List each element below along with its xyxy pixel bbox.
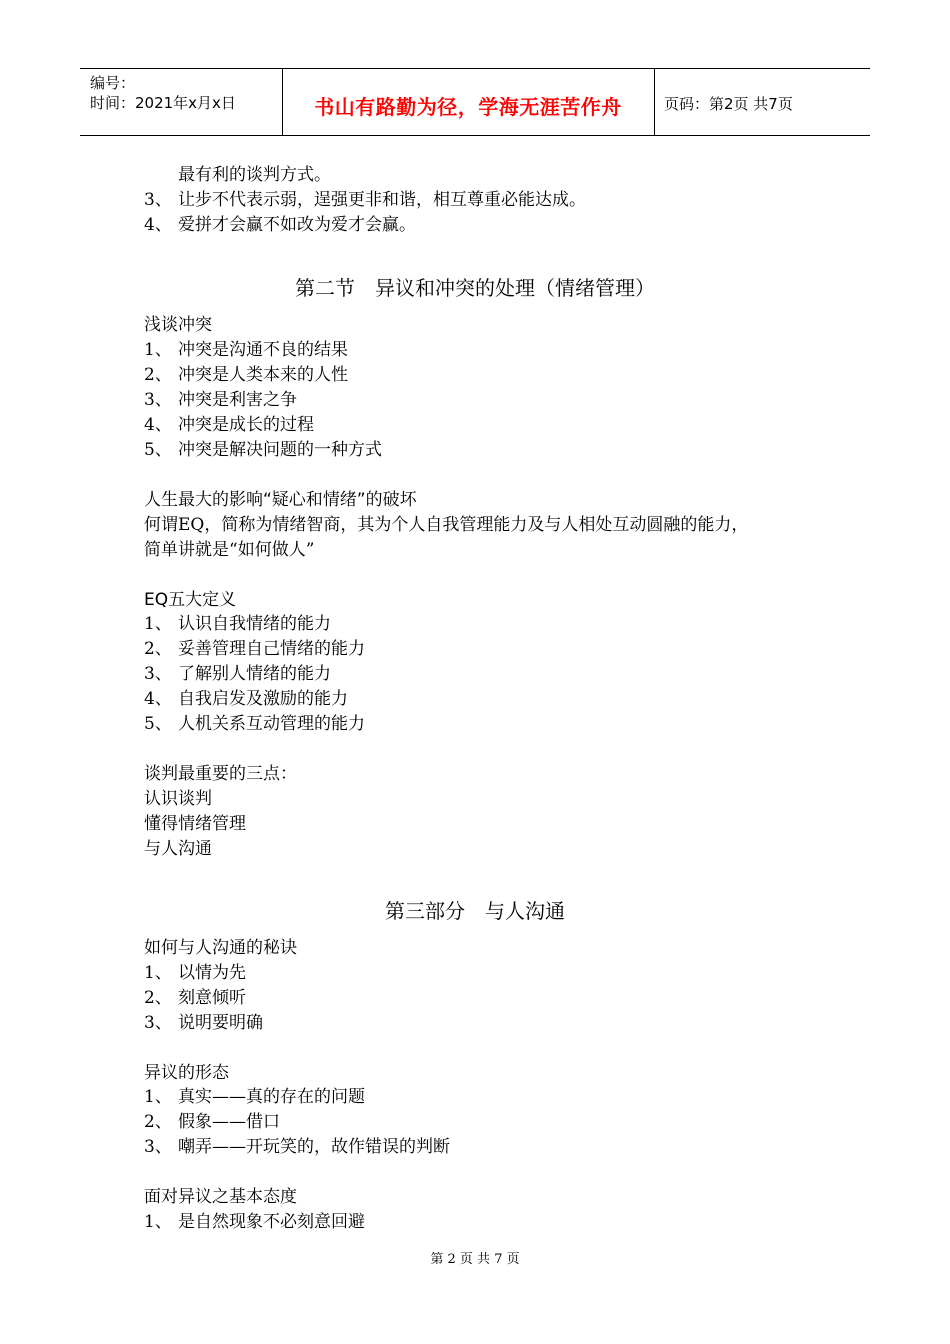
item-number: 3、 [144,390,172,410]
item-text: 自我启发及激励的能力 [178,689,348,709]
subheading: EQ五大定义 [144,590,237,610]
header-motto: 书山有路勤为径，学海无涯苦作舟 [314,95,622,119]
subheading: 谈判最重要的三点： [144,764,297,784]
item-text: 冲突是人类本来的人性 [178,365,348,385]
item-text: 刻意倾听 [178,988,246,1008]
list-item [144,958,246,983]
subheading: 异议的形态 [144,1063,229,1083]
subheading: 面对异议之基本态度 [144,1187,297,1207]
item-number: 4、 [144,215,172,235]
item-number: 1、 [144,1212,172,1232]
item-number: 1、 [144,1087,172,1107]
list-item [144,1008,263,1033]
item-number: 3、 [144,190,172,210]
item-text: 妥善管理自己情绪的能力 [178,639,365,659]
list-item [144,1132,450,1157]
list-item [144,210,416,235]
item-number: 3、 [144,1137,172,1157]
list-item [144,1207,365,1232]
list-item [144,659,331,684]
list-item [144,410,314,435]
item-number: 2、 [144,1112,172,1132]
list-item [144,435,382,460]
item-text: 嘲弄——开玩笑的，故作错误的判断 [178,1137,450,1157]
list-item: 懂得情绪管理 [144,814,246,834]
page-footer: 第 2 页 共 7 页 [430,1252,520,1267]
list-item [144,185,586,210]
subheading: 人生最大的影响“疑心和情绪”的破坏 [144,490,417,510]
list-item [144,709,365,734]
section-title: 第二节 异议和冲突的处理（情绪管理） [295,276,655,300]
item-number: 2、 [144,639,172,659]
subheading: 如何与人沟通的秘诀 [144,938,297,958]
item-number: 5、 [144,440,172,460]
section-title: 第三部分 与人沟通 [385,899,565,923]
list-item [144,684,348,709]
item-number: 4、 [144,415,172,435]
item-text: 冲突是沟通不良的结果 [178,340,348,360]
item-text: 冲突是利害之争 [178,390,297,410]
item-number: 3、 [144,664,172,684]
item-text: 了解别人情绪的能力 [178,664,331,684]
list-item: 与人沟通 [144,839,212,859]
item-text: 真实——真的存在的问题 [178,1087,365,1107]
item-text: 假象——借口 [178,1112,280,1132]
item-number: 5、 [144,714,172,734]
item-number: 4、 [144,689,172,709]
item-number: 1、 [144,614,172,634]
list-item [144,335,348,360]
paragraph-line: 简单讲就是“如何做人” [144,540,315,560]
item-text: 冲突是成长的过程 [178,415,314,435]
list-item [144,609,331,634]
item-number: 2、 [144,365,172,385]
header-divider [654,69,655,135]
item-text: 爱拼才会赢不如改为爱才会赢。 [178,215,416,235]
item-text: 说明要明确 [178,1013,263,1033]
item-number: 1、 [144,340,172,360]
header-number-label: 编号： [90,74,136,92]
item-text: 是自然现象不必刻意回避 [178,1212,365,1232]
list-item [144,634,365,659]
subheading: 浅谈冲突 [144,315,212,335]
header-meta [90,73,236,113]
paragraph-line: 何谓EQ，简称为情绪智商，其为个人自我管理能力及与人相处互动圆融的能力， [144,515,749,535]
list-item [144,385,297,410]
item-number: 3、 [144,1013,172,1033]
item-text: 让步不代表示弱，逞强更非和谐，相互尊重必能达成。 [178,190,586,210]
page-header [80,68,870,136]
list-item [144,1107,280,1132]
item-number: 2、 [144,988,172,1008]
item-text: 冲突是解决问题的一种方式 [178,440,382,460]
item-number: 1、 [144,963,172,983]
intro-continuation: 最有利的谈判方式。 [178,165,331,185]
item-text: 认识自我情绪的能力 [178,614,331,634]
item-text: 以情为先 [178,963,246,983]
list-item [144,360,348,385]
list-item [144,1082,365,1107]
header-page-label: 页码：第2页 共7页 [664,95,793,113]
header-time-label: 时间：2021年x月x日 [90,94,236,112]
list-item [144,983,246,1008]
list-item: 认识谈判 [144,789,212,809]
item-text: 人机关系互动管理的能力 [178,714,365,734]
